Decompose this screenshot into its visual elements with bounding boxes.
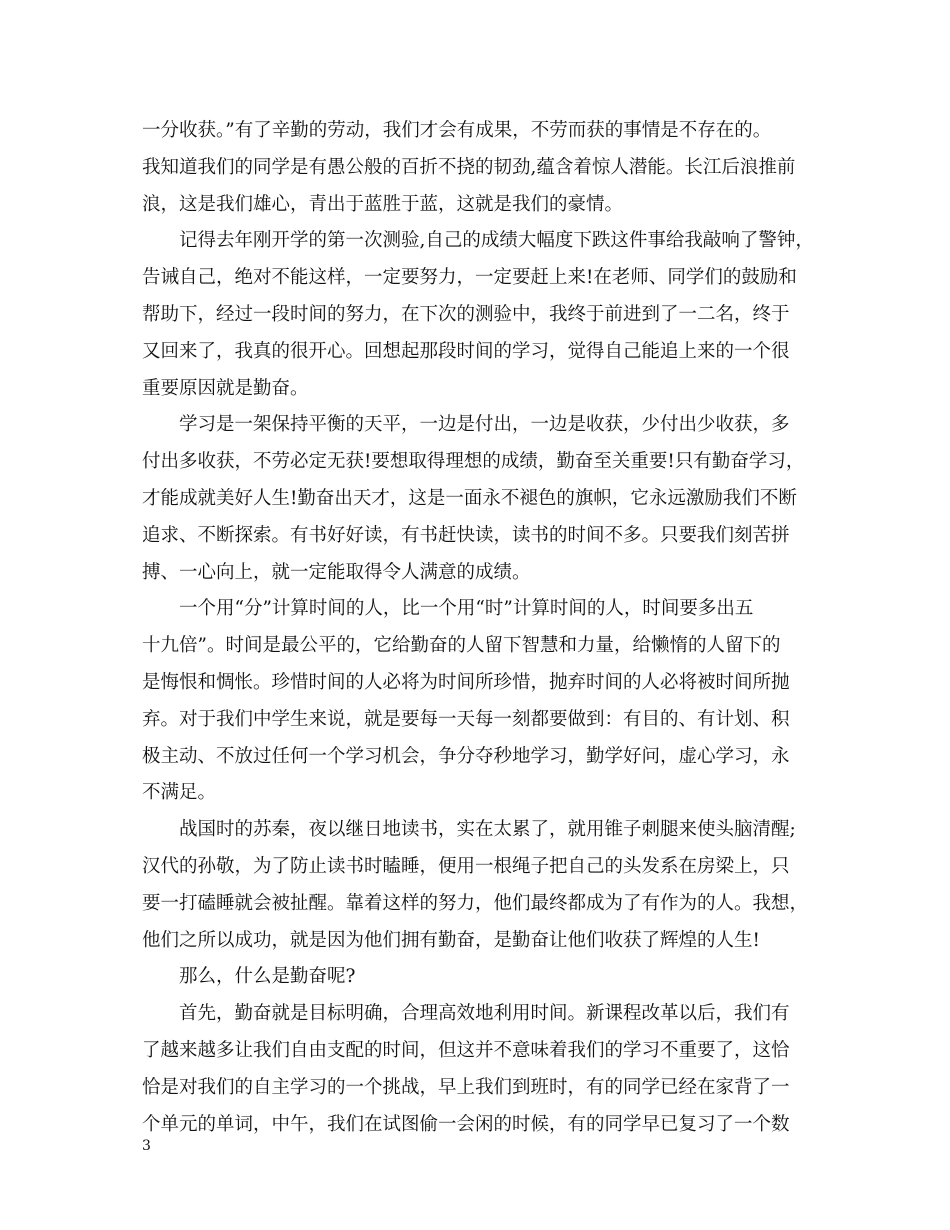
text-line: 要一打磕睡就会被扯醒。靠着这样的努力，他们最终都成为了有作为的人。我想， (142, 892, 809, 914)
text-line: 付出多收获，不劳必定无获!要想取得理想的成绩，勤奋至关重要!只有勤奋学习， (142, 451, 805, 473)
text-line: 我知道我们的同学是有愚公般的百折不挠的韧劲,蕴含着惊人潜能。长江后浪推前 (142, 156, 796, 178)
text-line: 十九倍”。时间是最公平的，它给勤奋的人留下智慧和力量，给懒惰的人留下的 (142, 635, 781, 657)
text-line: 那么，什么是勤奋呢? (179, 966, 356, 988)
text-line: 浪，这是我们雄心，青出于蓝胜于蓝，这就是我们的豪情。 (142, 193, 624, 215)
text-line: 是悔恨和惆怅。珍惜时间的人必将为时间所珍惜，抛弃时间的人必将被时间所抛 (142, 671, 790, 693)
text-line: 又回来了，我真的很开心。回想起那段时间的学习，觉得自己能追上来的一个很 (142, 340, 790, 362)
text-line: 首先，勤奋就是目标明确，合理高效地利用时间。新课程改革以后，我们有 (179, 1003, 790, 1025)
text-line: 了越来越多让我们自由支配的时间，但这并不意味着我们的学习不重要了，这恰 (142, 1039, 790, 1061)
text-line: 记得去年刚开学的第一次测验,自己的成绩大幅度下跌这件事给我敲响了警钟， (179, 230, 814, 252)
text-line: 恰是对我们的自主学习的一个挑战，早上我们到班时，有的同学已经在家背了一 (142, 1076, 790, 1098)
text-line: 追求、不断探索。有书好好读，有书赶快读，读书的时间不多。只要我们刻苦拼 (142, 524, 790, 546)
text-line: 不满足。 (142, 782, 217, 804)
text-line: 极主动、不放过任何一个学习机会，争分夺秒地学习，勤学好问，虚心学习，永 (142, 745, 790, 767)
text-line: 一分收获。”有了辛勤的劳动，我们才会有成果，不劳而获的事情是不存在的。 (142, 120, 772, 141)
document-body (142, 113, 822, 1143)
text-line: 弃。对于我们中学生来说，就是要每一天每一刻都要做到：有目的、有计划、积 (142, 708, 790, 730)
text-line: 帮助下，经过一段时间的努力，在下次的测验中，我终于前进到了一二名，终于 (142, 303, 790, 325)
text-line: 搏、一心向上，就一定能取得令人满意的成绩。 (142, 561, 531, 583)
text-line: 学习是一架保持平衡的天平，一边是付出，一边是收获，少付出少收获，多 (179, 414, 790, 436)
text-line: 战国时的苏秦，夜以继日地读书，实在太累了，就用锥子刺腿来使头脑清醒; (179, 819, 796, 841)
text-line: 他们之所以成功，就是因为他们拥有勤奋，是勤奋让他们收获了辉煌的人生! (142, 929, 760, 951)
text-line: 个单元的单词，中午，我们在试图偷一会闲的时候，有的同学早已复习了一个数 (142, 1113, 790, 1135)
page-number: 3 (142, 1138, 151, 1154)
text-line: 汉代的孙敬，为了防止读书时瞌睡，便用一根绳子把自己的头发系在房梁上，只 (142, 855, 790, 877)
text-line: 告诫自己，绝对不能这样，一定要努力，一定要赶上来!在老师、同学们的鼓励和 (142, 267, 797, 289)
text-line: 一个用“分”计算时间的人，比一个用“时”计算时间的人，时间要多出五 (179, 598, 754, 620)
text-line: 重要原因就是勤奋。 (142, 377, 309, 399)
text-line: 才能成就美好人生!勤奋出天才，这是一面永不褪色的旗帜，它永远激励我们不断 (142, 487, 797, 509)
